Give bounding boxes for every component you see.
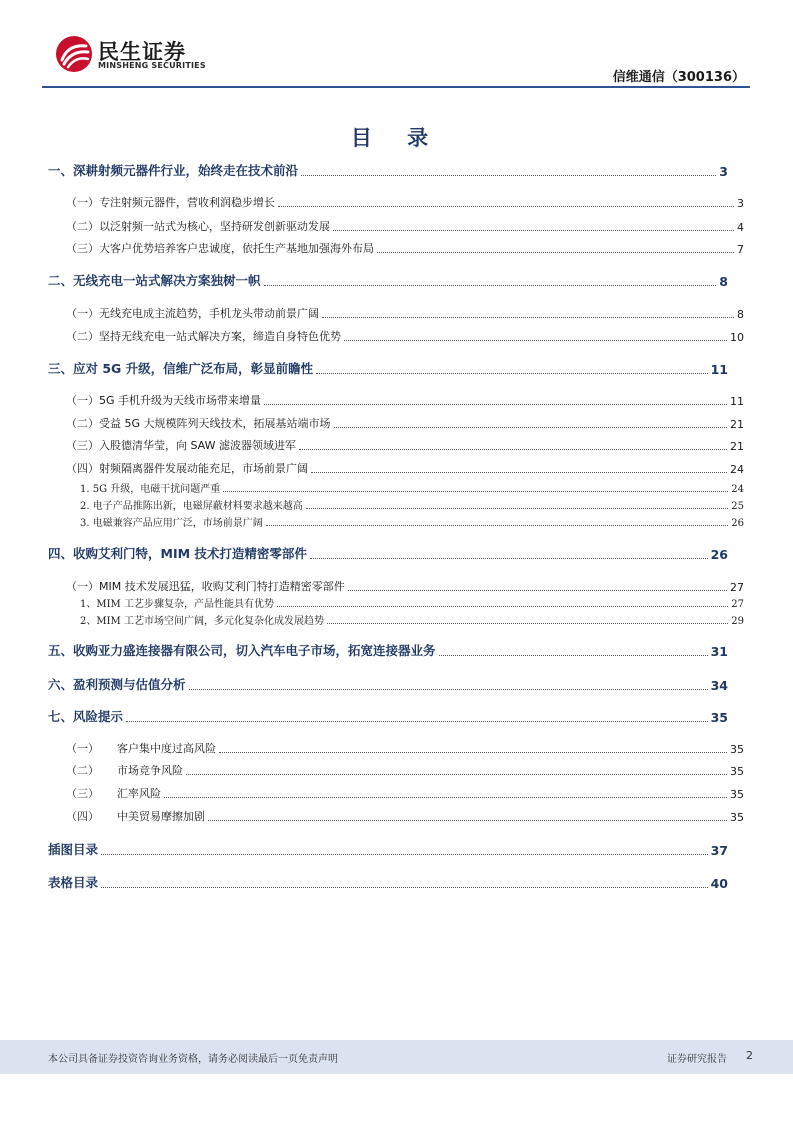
toc-entry-title: 2. 电子产品推陈出新，电磁屏蔽材料要求越来越高 [80,501,303,512]
toc-entry-page: 40 [710,876,728,891]
toc-entry-page: 21 [730,418,744,431]
toc-entry-title: （四）射频隔离器件发展动能充足，市场前景广阔 [66,462,308,475]
toc-entry-page: 10 [730,331,744,344]
toc-entry-page: 25 [731,501,744,512]
toc-leader-dots [311,472,727,473]
toc-entry[interactable] [80,498,744,512]
toc-leader-dots [306,508,729,509]
toc-entry[interactable] [66,240,744,256]
toc-entry-title: （二）受益 5G 大规模阵列天线技术，拓展基站端市场 [66,417,331,430]
toc-entry[interactable] [48,544,728,562]
toc-leader-dots [334,427,727,428]
toc-entry-title: （一）专注射频元器件，营收利润稳步增长 [66,196,275,209]
toc-entry[interactable] [80,596,744,610]
toc-entry-title: 二、无线充电一站式解决方案独树一帜 [48,273,261,288]
minsheng-logo-icon [54,34,94,74]
toc-entry-page: 26 [731,518,744,529]
toc-entry-title: （二）坚持无线充电一站式解决方案，缔造自身特色优势 [66,330,341,343]
toc-leader-dots [101,854,708,855]
toc-entry-page: 37 [710,843,728,858]
toc-entry-page: 29 [731,616,744,627]
toc-leader-dots [219,752,727,753]
footer-page-number: 2 [746,1049,753,1062]
toc-entry-title: （二）以泛射频一站式为核心，坚持研发创新驱动发展 [66,220,330,233]
toc-entry-page: 35 [730,743,744,756]
toc-entry-page: 21 [730,440,744,453]
toc-leader-dots [278,206,734,207]
toc-entry[interactable] [66,218,744,234]
toc-entry-title: 一、深耕射频元器件行业，始终走在技术前沿 [48,163,299,178]
toc-entry-page: 26 [710,547,728,562]
toc-entry[interactable] [48,675,728,693]
toc-entry[interactable] [66,808,744,824]
toc-entry[interactable] [66,437,744,453]
toc-entry-page: 4 [737,221,744,234]
toc-entry-page: 27 [730,581,744,594]
toc-entry[interactable] [80,481,744,495]
toc-leader-dots [348,590,727,591]
toc-entry[interactable] [66,762,744,778]
toc-entry[interactable] [66,328,744,344]
toc-entry[interactable] [48,707,728,725]
toc-entry-title: 三、应对 5G 升级，信维广泛布局，彰显前瞻性 [48,361,314,376]
toc-entry-number: （三） [66,787,99,800]
toc-entry[interactable] [48,873,728,891]
toc-entry-page: 11 [710,362,728,377]
toc-leader-dots [299,449,727,450]
toc-entry-title: （一）无线充电成主流趋势，手机龙头带动前景广阔 [66,307,319,320]
toc-leader-dots [264,285,717,286]
toc-entry[interactable] [66,194,744,210]
logo-text-cn: 民生证券 [98,40,186,64]
toc-entry-page: 31 [710,644,728,659]
toc-entry[interactable] [66,578,744,594]
toc-entry-title: 五、收购亚力盛连接器有限公司，切入汽车电子市场，拓宽连接器业务 [48,643,436,658]
toc-entry[interactable] [66,785,744,801]
toc-entry-title [66,808,205,824]
toc-leader-dots [322,317,734,318]
toc-entry-page: 35 [730,788,744,801]
toc-leader-dots [164,797,727,798]
toc-entry-number: （二） [66,764,99,777]
toc-entry-title: 四、收购艾利门特，MIM 技术打造精密零部件 [48,546,307,561]
page-footer [0,1040,793,1074]
toc-leader-dots [266,525,729,526]
toc-entry-page: 7 [737,243,744,256]
toc-entry-title: 1、MIM 工艺步骤复杂，产品性能具有优势 [80,599,274,610]
toc-entry-title: 2、MIM 工艺市场空间广阔，多元化复杂化成发展趋势 [80,616,324,627]
toc-leader-dots [301,175,716,176]
company-name: 信维通信（300136） [612,70,745,85]
toc-leader-dots [310,558,708,559]
toc-entry-title: 3. 电磁兼容产品应用广泛，市场前景广阔 [80,518,263,529]
toc-entry-title: 七、风险提示 [48,709,124,724]
toc-leader-dots [264,404,727,405]
toc-entry[interactable] [48,359,728,377]
toc-entry[interactable] [48,840,728,858]
logo-text-en: MINSHENG SECURITIES [98,61,206,70]
toc-entry-page: 8 [719,274,728,289]
toc-entry-page: 35 [730,765,744,778]
toc-entry-title: （一）5G 手机升级为天线市场带来增量 [66,394,262,407]
toc-entry-title: （三）入股德清华莹，向 SAW 滤波器领域进军 [66,439,296,452]
minsheng-logo [54,34,214,74]
toc-leader-dots [377,252,734,253]
toc-entry-text: 中美贸易摩擦加剧 [117,810,205,823]
toc-entry-number: （一） [66,742,99,755]
toc-leader-dots [189,689,708,690]
toc-entry-number: （四） [66,810,99,823]
toc-entry[interactable] [48,641,728,659]
toc-leader-dots [344,340,727,341]
toc-entry[interactable] [80,515,744,529]
toc-leader-dots [223,491,728,492]
header-divider [42,86,750,88]
toc-entry-title [66,762,183,778]
toc-entry-page: 3 [719,164,728,179]
toc-leader-dots [439,655,708,656]
footer-disclaimer: 本公司具备证券投资咨询业务资格，请务必阅读最后一页免责声明 [48,1054,338,1065]
toc-entry-page: 34 [710,678,728,693]
toc-leader-dots [277,606,728,607]
toc-entry-text: 客户集中度过高风险 [117,742,216,755]
toc-entry-title [66,740,216,756]
toc-entry[interactable] [80,613,744,627]
toc-leader-dots [333,230,734,231]
toc-entry-page: 24 [730,463,744,476]
toc-entry[interactable] [66,460,744,476]
toc-entry-text: 汇率风险 [117,787,161,800]
toc-entry-page: 3 [737,197,744,210]
toc-entry-title: （一）MIM 技术发展迅猛，收购艾利门特打造精密零部件 [66,580,345,593]
footer-report-type: 证券研究报告 [667,1054,727,1065]
toc-entry-title: 1. 5G 升级，电磁干扰问题严重 [80,484,221,495]
toc-entry-page: 24 [731,484,744,495]
toc-entry-page: 35 [710,710,728,725]
toc-entry[interactable] [66,392,744,408]
toc-entry-text: 市场竞争风险 [117,764,183,777]
toc-leader-dots [316,373,707,374]
toc-entry[interactable] [66,415,744,431]
toc-entry-title [66,785,161,801]
toc-entry[interactable] [66,740,744,756]
toc-leader-dots [327,623,728,624]
toc-entry-page: 8 [737,308,744,321]
toc-entry[interactable] [66,305,744,321]
toc-entry-page: 27 [731,599,744,610]
toc-leader-dots [101,887,708,888]
toc-entry-title: （三）大客户优势培养客户忠诚度，依托生产基地加强海外布局 [66,242,374,255]
toc-leader-dots [126,721,708,722]
toc-title: 目 录 [350,126,443,150]
toc-entry[interactable] [48,161,728,179]
toc-entry[interactable] [48,271,728,289]
toc-entry-title: 表格目录 [48,875,99,890]
toc-leader-dots [186,774,727,775]
toc-entry-title: 六、盈利预测与估值分析 [48,677,186,692]
toc-entry-page: 11 [730,395,744,408]
toc-entry-title: 插图目录 [48,842,99,857]
toc-leader-dots [208,820,727,821]
toc-entry-page: 35 [730,811,744,824]
page-header [0,0,793,92]
